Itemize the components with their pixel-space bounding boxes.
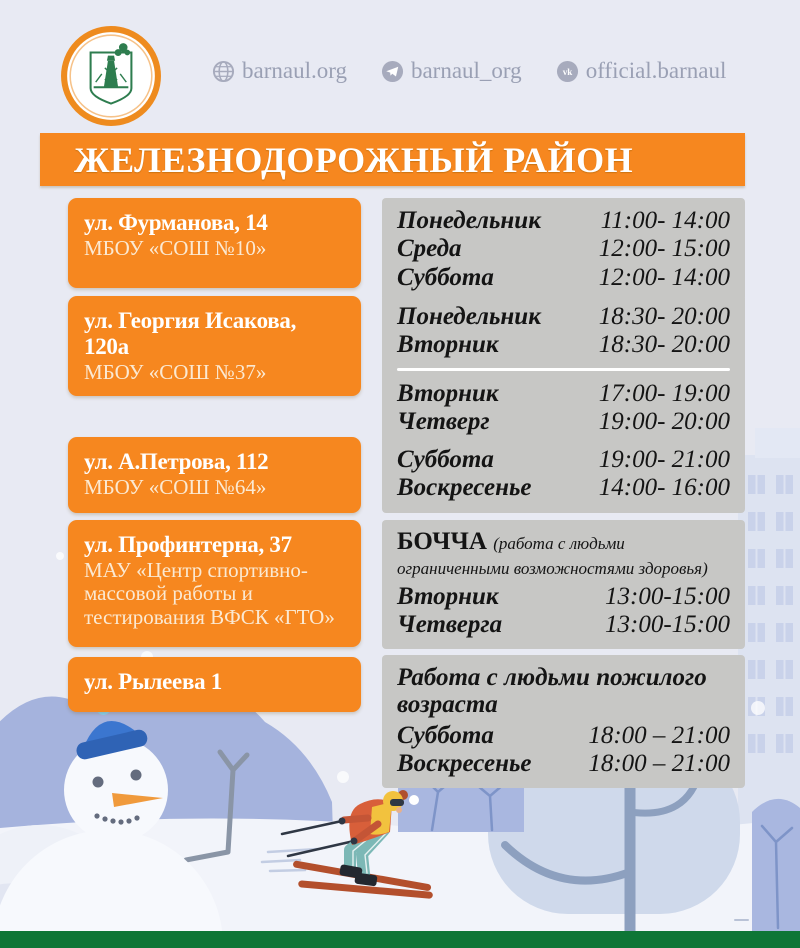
schedule-divider [397,368,730,371]
schedule-row [397,380,730,408]
schedule-day: Воскресенье [397,750,532,778]
schedule-day: Понедельник [397,303,541,330]
schedule-day: Среда [397,235,462,263]
social-label: barnaul_org [410,58,522,83]
organization-text: МБОУ «СОШ №64» [84,474,267,499]
schedule-row [397,722,730,750]
program-name: БОЧЧА [397,528,487,555]
schedule-time: 12:00- 15:00 [598,235,730,263]
schedule-time: 18:00 – 21:00 [588,750,730,778]
schedule-time: 14:00- 16:00 [598,474,730,502]
address-text: ул. Профинтерна, 37 [84,532,292,557]
organization-text: МБОУ «СОШ №10» [84,235,267,260]
schedule-row [397,331,730,359]
schedule-day: Вторник [397,583,499,610]
schedule-day: Воскресенье [397,474,532,502]
schedule-day: Суббота [397,263,494,291]
schedule-row [397,264,730,292]
program-note: (работа с людьми ограниченными возможностями здоровья) [397,534,708,578]
schedule-time: 13:00-15:00 [605,583,730,610]
district-title: ЖЕЛЕЗНОДОРОЖНЫЙ РАЙОН [74,139,634,180]
address-card-ryleeva [68,657,361,712]
schedule-card-ryleeva [382,655,745,788]
address-card-isakova [68,296,361,396]
address-text: ул. Георгия Исакова, 120а [84,308,297,359]
schedule-day: Четверг [397,407,490,435]
address-card-petrova [68,437,361,513]
schedule-time: 13:00-15:00 [605,611,730,639]
organization-text: МАУ «Центр спортивно-массовой работы и тестирования ВФСК «ГТО» [84,557,335,630]
schedule-day: Вторник [397,379,499,407]
barnaul-coat-of-arms [60,25,162,127]
schedule-card-petrova [382,437,745,513]
schedule-time: 18:00 – 21:00 [588,722,730,749]
address-card-profinterna [68,520,361,647]
social-link-telegram[interactable] [381,58,522,84]
globe-icon [212,60,235,83]
green-footer-bar [0,931,800,948]
social-label: barnaul.org [242,58,347,83]
schedule-card-isakova [382,294,745,445]
address-card-furmanova [68,198,361,288]
schedule-day: Суббота [397,722,494,749]
schedule-time: 11:00- 14:00 [600,207,730,234]
schedule-card-furmanova [382,198,745,301]
organization-text: МБОУ «СОШ №37» [84,359,267,384]
schedule-time: 18:30- 20:00 [598,303,730,330]
schedule-time: 19:00- 21:00 [598,446,730,473]
social-link-vk[interactable] [556,58,727,84]
schedule-time: 19:00- 20:00 [598,407,730,435]
schedule-time: 17:00- 19:00 [598,379,730,407]
program-heading [397,529,730,579]
schedule-row [397,446,730,474]
address-text: ул. Рылеева 1 [84,669,222,694]
schedule-row [397,750,730,778]
schedule-day: Четверга [397,611,503,639]
district-banner [40,133,745,186]
schedule-row [397,583,730,611]
schedule-row [397,408,730,436]
vk-icon [556,60,579,83]
schedule-row [397,207,730,235]
schedule-row [397,235,730,263]
schedule-day: Понедельник [397,207,541,234]
social-label: official.barnaul [585,58,727,83]
telegram-icon [381,60,404,83]
address-text: ул. Фурманова, 14 [84,210,268,235]
schedule-card-profinterna [382,520,745,649]
social-links-bar [212,58,726,84]
schedule-time: 18:30- 20:00 [598,331,730,359]
social-link-website[interactable] [212,58,347,84]
schedule-row [397,611,730,639]
schedule-row [397,303,730,331]
program-heading: Работа с людьми пожилого возраста [397,664,707,718]
svg-text:vk: vk [562,66,572,77]
schedule-row [397,474,730,502]
address-text: ул. А.Петрова, 112 [84,449,269,474]
schedule-time: 12:00- 14:00 [598,263,730,291]
schedule-day: Суббота [397,446,494,473]
schedule-day: Вторник [397,331,499,359]
